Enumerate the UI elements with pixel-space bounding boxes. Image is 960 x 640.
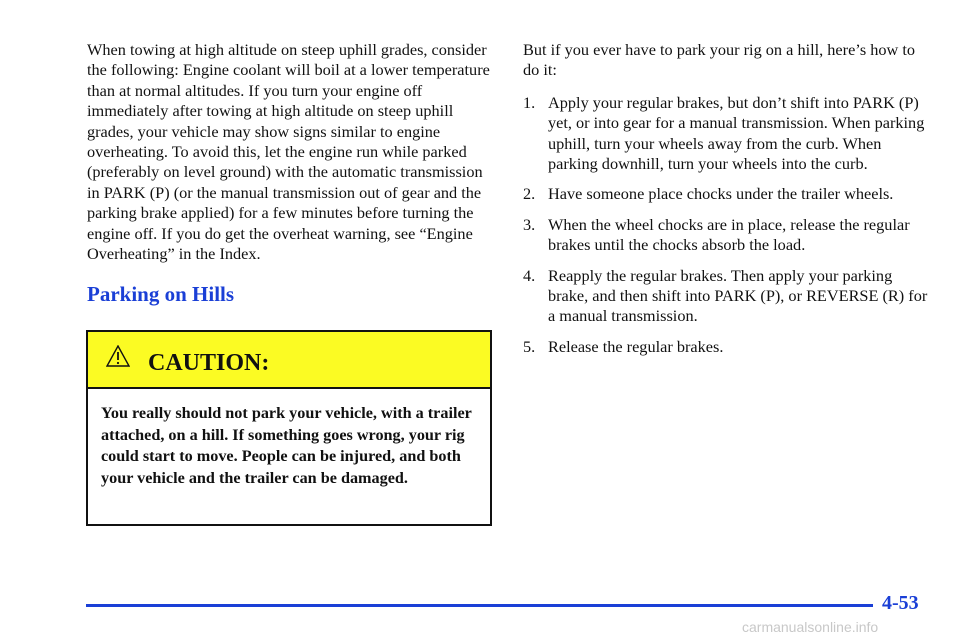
step-text: Reapply the regular brakes. Then apply your parking brake, and then shift into PARK (P), or REVERSE (R) for a manual transmission. — [548, 265, 928, 326]
parking-intro: But if you ever have to park your rig on a hill, here’s how to do it: — [523, 40, 916, 80]
step-text: Release the regular brakes. — [548, 336, 724, 356]
watermark: carmanualsonline.info — [742, 619, 879, 635]
list-item — [523, 184, 928, 204]
list-item — [523, 215, 928, 256]
caution-title: CAUTION: — [148, 350, 270, 376]
page-number: 4-53 — [882, 592, 919, 614]
step-number: 5. — [523, 336, 536, 356]
step-number: 4. — [523, 265, 536, 285]
step-number: 3. — [523, 214, 536, 234]
left-column — [87, 40, 497, 307]
step-text: Have someone place chocks under the trailer wheels. — [548, 184, 894, 204]
warning-triangle-icon — [106, 345, 130, 367]
caution-header — [88, 332, 490, 389]
caution-box — [86, 330, 492, 526]
step-number: 2. — [523, 184, 536, 204]
right-column — [523, 40, 928, 367]
step-text: Apply your regular brakes, but don’t shift into PARK (P) yet, or into gear for a manual transmission. When parking uphill, turn your wheels away from the curb. When parking downhill, turn your wheels into the curb. — [548, 92, 925, 174]
list-item — [523, 93, 928, 175]
step-number: 1. — [523, 92, 536, 112]
caution-text: You really should not park your vehicle, with a trailer attached, on a hill. If something goes wrong, your rig could start to move. People can be injured, and both your vehicle and the trailer can be damaged. — [101, 404, 472, 487]
towing-altitude-paragraph: When towing at high altitude on steep uphill grades, consider the following: Engine coolant will boil at a lower temperature than at normal altitudes. If you turn your engine off immediately after towing at high altitude on steep uphill grades, your vehicle may show signs similar to engine overheating. To avoid this, let the engine run while parked (preferably on level ground) with the automatic transmission in PARK (P) (or the manual transmission out of gear and the parking brake applied) for a few minutes before turning the engine off. If you do get the overheat warning, see “Engine Overheating” in the Index. — [87, 40, 490, 264]
step-text: When the wheel chocks are in place, release the regular brakes until the chocks absorb the load. — [548, 214, 910, 255]
list-item — [523, 337, 928, 357]
parking-steps-list — [523, 93, 928, 357]
footer-rule — [86, 604, 873, 607]
section-heading: Parking on Hills — [87, 282, 235, 307]
list-item — [523, 266, 928, 327]
